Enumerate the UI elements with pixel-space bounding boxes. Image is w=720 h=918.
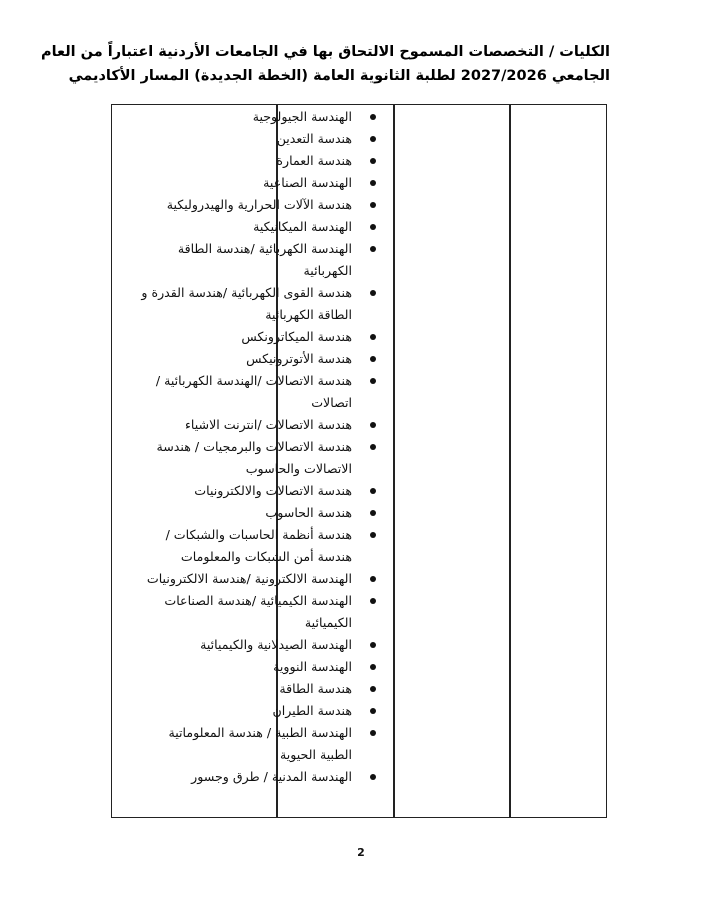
list-item-label: الهندسة الكيميائية /هندسة الصناعات الكيميائية [164, 593, 352, 630]
list-item [138, 106, 378, 128]
bullet-icon [370, 246, 376, 252]
page-title-line-1: الكليات / التخصصات المسموح الالتحاق بها في الجامعات الأردنية اعتباراً من العام [40, 44, 610, 60]
list-item [138, 722, 378, 766]
list-item [138, 568, 378, 590]
list-item [138, 172, 378, 194]
bullet-icon [370, 532, 376, 538]
bullet-icon [370, 202, 376, 208]
list-item-label: هندسة أنظمة الحاسبات والشبكات / هندسة أمن الشبكات والمعلومات [165, 527, 352, 564]
list-item [138, 678, 378, 700]
page-number: 2 [357, 846, 365, 859]
list-item [138, 480, 378, 502]
bullet-icon [370, 136, 376, 142]
bullet-icon [370, 334, 376, 340]
list-item-label: الهندسة الصيدلانية والكيميائية [200, 637, 352, 652]
column-divider [509, 105, 511, 817]
bullet-icon [370, 378, 376, 384]
bullet-icon [370, 708, 376, 714]
list-item [138, 700, 378, 722]
bullet-icon [370, 158, 376, 164]
list-item [138, 656, 378, 678]
bullet-icon [370, 422, 376, 428]
list-item [138, 436, 378, 480]
list-item [138, 766, 378, 788]
bullet-icon [370, 224, 376, 230]
list-item-label: الهندسة المدنية / طرق وجسور [191, 769, 352, 784]
bullet-icon [370, 730, 376, 736]
list-item [138, 414, 378, 436]
list-item [138, 370, 378, 414]
bullet-icon [370, 488, 376, 494]
list-item-label: هندسة الاتصالات /انترنت الاشياء [184, 417, 352, 432]
bullet-icon [370, 576, 376, 582]
list-item [138, 216, 378, 238]
list-item [138, 348, 378, 370]
list-item [138, 590, 378, 634]
column-divider [393, 105, 395, 817]
bullet-icon [370, 356, 376, 362]
list-item-label: هندسة العمارة [276, 153, 352, 168]
bullet-icon [370, 642, 376, 648]
list-item-label: هندسة الاتصالات والبرمجيات / هندسة الاتصالات والحاسوب [156, 439, 352, 476]
list-item-label: هندسة القوى الكهربائية /هندسة القدرة و الطاقة الكهربائية [141, 285, 352, 322]
page-title [40, 40, 610, 88]
list-item [138, 634, 378, 656]
list-item-label: هندسة التعدين [276, 131, 352, 146]
specializations-list [138, 106, 378, 788]
list-item-label: هندسة الحاسوب [265, 505, 352, 520]
list-item-label: الهندسة الصناعية [263, 175, 352, 190]
list-item-label: هندسة الاتصالات /الهندسة الكهربائية / اتصالات [155, 373, 352, 410]
bullet-icon [370, 114, 376, 120]
list-item [138, 150, 378, 172]
list-item-label: هندسة الطيران [272, 703, 352, 718]
list-item-label: هندسة الأتوترونيكس [246, 351, 352, 366]
bullet-icon [370, 686, 376, 692]
list-item-label: هندسة الميكاترونكس [241, 329, 352, 344]
list-item [138, 502, 378, 524]
list-item [138, 128, 378, 150]
list-item-label: الهندسة الجيولوجية [252, 109, 352, 124]
bullet-icon [370, 774, 376, 780]
list-item-label: الهندسة النووية [273, 659, 352, 674]
bullet-icon [370, 444, 376, 450]
list-item [138, 326, 378, 348]
page-title-line-2: الجامعي 2027/2026 لطلبة الثانوية العامة (الخطة الجديدة) المسار الأكاديمي [68, 68, 610, 84]
list-item-label: الهندسة الكهربائية /هندسة الطاقة الكهربائية [177, 241, 352, 278]
bullet-icon [370, 598, 376, 604]
list-item-label: الهندسة الميكانيكية [253, 219, 352, 234]
bullet-icon [370, 664, 376, 670]
bullet-icon [370, 180, 376, 186]
list-item [138, 194, 378, 216]
bullet-icon [370, 510, 376, 516]
list-item [138, 524, 378, 568]
list-item-label: هندسة الآلات الحرارية والهيدروليكية [166, 197, 352, 212]
list-item-label: هندسة الاتصالات والالكترونيات [194, 483, 352, 498]
list-item [138, 282, 378, 326]
list-item-label: هندسة الطاقة [279, 681, 352, 696]
list-item-label: الهندسة الالكترونية /هندسة الالكترونيات [146, 571, 352, 586]
bullet-icon [370, 290, 376, 296]
list-item-label: الهندسة الطبية / هندسة المعلوماتية الطبية الحيوية [168, 725, 352, 762]
list-item [138, 238, 378, 282]
